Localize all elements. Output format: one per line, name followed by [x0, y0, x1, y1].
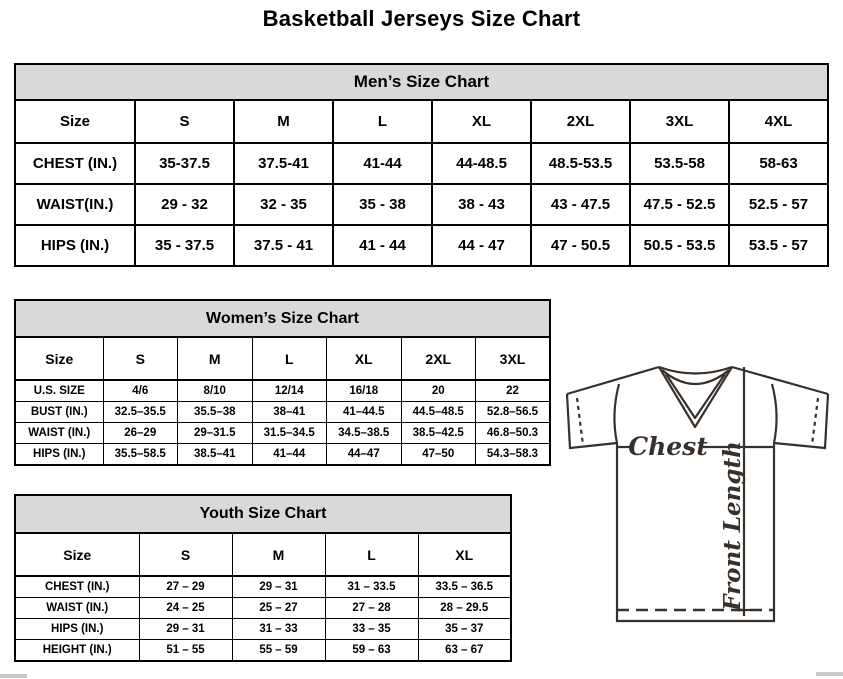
value-cell: 33 – 35	[325, 619, 418, 640]
value-cell: 32.5–35.5	[103, 402, 178, 423]
youth-size-chart-table	[14, 494, 512, 662]
value-cell: 34.5–38.5	[327, 423, 402, 444]
value-cell: 16/18	[327, 380, 402, 402]
table-row	[15, 423, 550, 444]
value-cell: 38.5–42.5	[401, 423, 476, 444]
jersey-right-armhole-seam	[772, 384, 777, 443]
column-header-cell: L	[325, 533, 418, 576]
value-cell: 58-63	[729, 143, 828, 184]
chest-label: Chest	[628, 432, 708, 461]
value-cell: 43 - 47.5	[531, 184, 630, 225]
value-cell: 44–47	[327, 444, 402, 466]
column-header-cell: 3XL	[476, 337, 551, 380]
value-cell: 41 - 44	[333, 225, 432, 266]
column-header-cell: S	[135, 100, 234, 143]
value-cell: 29 – 31	[232, 576, 325, 598]
value-cell: 24 – 25	[139, 598, 232, 619]
value-cell: 63 – 67	[418, 640, 511, 662]
value-cell: 38–41	[252, 402, 327, 423]
row-label-cell: HIPS (IN.)	[15, 444, 103, 466]
jersey-right-sleeve	[774, 394, 828, 448]
value-cell: 53.5-58	[630, 143, 729, 184]
value-cell: 29 – 31	[139, 619, 232, 640]
value-cell: 59 – 63	[325, 640, 418, 662]
value-cell: 51 – 55	[139, 640, 232, 662]
value-cell: 22	[476, 380, 551, 402]
jersey-left-armhole-seam	[614, 384, 619, 443]
column-header-cell: M	[232, 533, 325, 576]
row-label-cell: HEIGHT (IN.)	[15, 640, 139, 662]
value-cell: 55 – 59	[232, 640, 325, 662]
row-label-cell: WAIST (IN.)	[15, 598, 139, 619]
horizontal-scrollbar-left-fragment[interactable]	[0, 674, 27, 678]
jersey-diagram	[556, 358, 840, 628]
value-cell: 26–29	[103, 423, 178, 444]
value-cell: 41–44	[252, 444, 327, 466]
column-header-cell: L	[252, 337, 327, 380]
value-cell: 44 - 47	[432, 225, 531, 266]
table-row	[15, 640, 511, 662]
value-cell: 44.5–48.5	[401, 402, 476, 423]
value-cell: 50.5 - 53.5	[630, 225, 729, 266]
value-cell: 31 – 33.5	[325, 576, 418, 598]
column-header-cell: Size	[15, 100, 135, 143]
row-label-cell: CHEST (IN.)	[15, 143, 135, 184]
womens-chart-title: Women’s Size Chart	[15, 300, 550, 337]
table-row	[15, 380, 550, 402]
row-label-cell: HIPS (IN.)	[15, 225, 135, 266]
value-cell: 35-37.5	[135, 143, 234, 184]
value-cell: 52.5 - 57	[729, 184, 828, 225]
value-cell: 35 - 37.5	[135, 225, 234, 266]
column-header-cell: 3XL	[630, 100, 729, 143]
column-header-cell: L	[333, 100, 432, 143]
row-label-cell: WAIST(IN.)	[15, 184, 135, 225]
column-header-cell: Size	[15, 533, 139, 576]
horizontal-scrollbar-right-fragment[interactable]	[816, 672, 843, 676]
row-label-cell: WAIST (IN.)	[15, 423, 103, 444]
value-cell: 29 - 32	[135, 184, 234, 225]
value-cell: 41–44.5	[327, 402, 402, 423]
row-label-cell: U.S. SIZE	[15, 380, 103, 402]
value-cell: 31.5–34.5	[252, 423, 327, 444]
column-header-cell: S	[139, 533, 232, 576]
jersey-left-cuff-dashed	[577, 398, 583, 445]
value-cell: 35 - 38	[333, 184, 432, 225]
value-cell: 27 – 29	[139, 576, 232, 598]
table-row	[15, 402, 550, 423]
mens-size-chart-table	[14, 63, 829, 267]
value-cell: 12/14	[252, 380, 327, 402]
value-cell: 31 – 33	[232, 619, 325, 640]
value-cell: 35.5–58.5	[103, 444, 178, 466]
jersey-left-shoulder-line	[567, 367, 659, 394]
front-length-label: Front Length	[719, 441, 746, 611]
womens-size-chart-table	[14, 299, 551, 466]
row-label-cell: BUST (IN.)	[15, 402, 103, 423]
value-cell: 4/6	[103, 380, 178, 402]
column-header-cell: 4XL	[729, 100, 828, 143]
jersey-body-outline	[617, 443, 774, 621]
value-cell: 46.8–50.3	[476, 423, 551, 444]
table-row	[15, 143, 828, 184]
column-header-cell: S	[103, 337, 178, 380]
table-row	[15, 576, 511, 598]
youth-chart-title: Youth Size Chart	[15, 495, 511, 533]
column-header-cell: M	[178, 337, 253, 380]
row-label-cell: CHEST (IN.)	[15, 576, 139, 598]
value-cell: 47–50	[401, 444, 476, 466]
mens-chart-title: Men’s Size Chart	[15, 64, 828, 100]
column-header-cell: XL	[327, 337, 402, 380]
table-row	[15, 444, 550, 466]
jersey-left-sleeve	[567, 394, 617, 448]
page-title: Basketball Jerseys Size Chart	[262, 6, 581, 31]
column-header-cell: XL	[432, 100, 531, 143]
column-header-cell: 2XL	[531, 100, 630, 143]
value-cell: 25 – 27	[232, 598, 325, 619]
value-cell: 38 - 43	[432, 184, 531, 225]
table-row	[15, 225, 828, 266]
value-cell: 47 - 50.5	[531, 225, 630, 266]
value-cell: 47.5 - 52.5	[630, 184, 729, 225]
table-row	[15, 184, 828, 225]
value-cell: 28 – 29.5	[418, 598, 511, 619]
value-cell: 33.5 – 36.5	[418, 576, 511, 598]
value-cell: 48.5-53.5	[531, 143, 630, 184]
row-label-cell: HIPS (IN.)	[15, 619, 139, 640]
value-cell: 44-48.5	[432, 143, 531, 184]
value-cell: 38.5–41	[178, 444, 253, 466]
value-cell: 52.8–56.5	[476, 402, 551, 423]
jersey-collar-top-arc	[659, 367, 732, 374]
value-cell: 37.5 - 41	[234, 225, 333, 266]
column-header-cell: XL	[418, 533, 511, 576]
value-cell: 27 – 28	[325, 598, 418, 619]
column-header-cell: Size	[15, 337, 103, 380]
value-cell: 32 - 35	[234, 184, 333, 225]
value-cell: 20	[401, 380, 476, 402]
value-cell: 35 – 37	[418, 619, 511, 640]
jersey-right-cuff-dashed	[812, 398, 818, 445]
value-cell: 37.5-41	[234, 143, 333, 184]
jersey-right-shoulder-line	[732, 367, 828, 394]
table-row	[15, 598, 511, 619]
value-cell: 35.5–38	[178, 402, 253, 423]
value-cell: 8/10	[178, 380, 253, 402]
column-header-cell: M	[234, 100, 333, 143]
value-cell: 54.3–58.3	[476, 444, 551, 466]
value-cell: 29–31.5	[178, 423, 253, 444]
value-cell: 41-44	[333, 143, 432, 184]
value-cell: 53.5 - 57	[729, 225, 828, 266]
table-row	[15, 619, 511, 640]
jersey-vneck-inner	[666, 374, 725, 418]
column-header-cell: 2XL	[401, 337, 476, 380]
